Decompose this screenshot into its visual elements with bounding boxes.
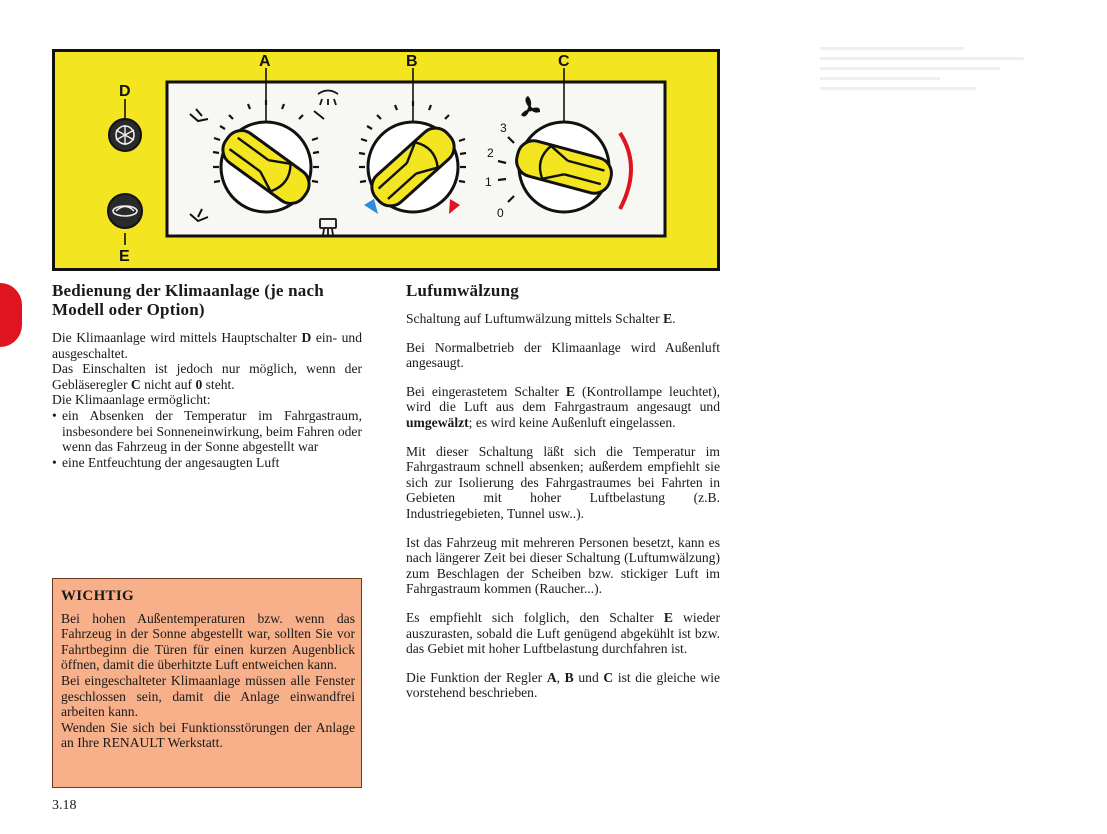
- label-c: C: [558, 53, 570, 70]
- switch-d-ac-button[interactable]: [109, 119, 141, 151]
- paragraph-enables: Die Klimaanlage ermöglicht:: [52, 392, 211, 408]
- page-side-tab: [0, 283, 22, 347]
- page-number: 3.18: [52, 798, 77, 813]
- paragraph-release-switch: Es empfiehlt sich folglich, den Schalter E wieder auszurasten, sobald die Luft genügend abgekühlt ist bzw. das Gebiet mit hoher Luftbelastung durchfahren ist.: [406, 609, 720, 657]
- climate-control-figure: [52, 49, 720, 271]
- paragraph-benefits: Mit dieser Schaltung läßt sich die Temperatur im Fahrgastraum schnell absenken; außerdem empfiehlt sie sich zur Isolierung des Fahrgastraumes bei Fahrten in Gebieten mit hoher Luftbelastung (z.B. Industriegebieten, Tunnel usw..).: [406, 443, 720, 521]
- list-item: • ein Absenken der Temperatur im Fahrgastraum, insbesondere bei Sonneneinwirkung, beim Fahren oder wenn das Fahrzeug in der Sonne abgestellt war: [52, 408, 362, 455]
- warning-box: [52, 578, 362, 788]
- section-heading-climate: Bedienung der Klimaanlage (je nach Modell oder Option): [52, 281, 324, 319]
- left-column: [52, 281, 362, 470]
- paragraph-controls-same: Die Funktion der Regler A, B und C ist die gleiche wie vorstehend beschrieben.: [406, 669, 721, 701]
- paragraph-switch-e: Schaltung auf Luftumwälzung mittels Schalter E.: [406, 311, 676, 326]
- right-column: [406, 281, 720, 714]
- list-item: • eine Entfeuchtung der angesaugten Luft: [52, 455, 362, 471]
- switch-e-recirculation-button[interactable]: [108, 194, 142, 228]
- fan-speed-3-label: 3: [500, 121, 507, 135]
- warning-paragraph-service: Wenden Sie sich bei Funktionsstörungen der Anlage an Ihre RENAULT Werkstatt.: [61, 719, 355, 751]
- feature-list: [52, 408, 362, 470]
- warning-paragraph-heat: Bei hohen Außentemperaturen bzw. wenn das Fahrzeug in der Sonne abgestellt war, sollten Sie vor Fahrtbeginn die Türen für einen kurzen Augenblick öffnen, damit die überhitzte Luft entweichen kann.: [61, 610, 355, 673]
- climate-control-diagram: [52, 49, 720, 271]
- bleed-through-shadow: [820, 40, 1060, 130]
- label-a: A: [259, 53, 271, 70]
- paragraph-fogging: Ist das Fahrzeug mit mehreren Personen besetzt, kann es nach längerer Zeit bei dieser Schaltung (Luftumwälzung) zum Beschlagen der Scheiben bzw. stickiger Luft im Fahrgastraum kommen (Raucher...).: [406, 534, 720, 597]
- warning-paragraph-windows: Bei eingeschalteter Klimaanlage müssen alle Fenster geschlossen sein, damit die Anlage einwandfrei arbeiten kann.: [61, 672, 355, 720]
- section-heading-recirculation: Lufumwälzung: [406, 281, 519, 300]
- fan-speed-1-label: 1: [485, 175, 492, 189]
- fan-speed-0-label: 0: [497, 206, 504, 220]
- paragraph-engaged-mode: Bei eingerastetem Schalter E (Kontrollampe leuchtet), wird die Luft aus dem Fahrgastraum angesaugt und umgewälzt; es wird keine Außenluft eingelassen.: [406, 383, 720, 430]
- paragraph-normal-mode: Bei Normalbetrieb der Klimaanlage wird Außenluft angesaugt.: [406, 339, 720, 371]
- paragraph-fan-condition: Das Einschalten ist jedoch nur möglich, wenn der Gebläseregler C nicht auf 0 steht.: [52, 361, 362, 392]
- fan-speed-2-label: 2: [487, 146, 494, 160]
- label-d: D: [119, 83, 131, 100]
- label-b: B: [406, 53, 418, 70]
- paragraph-main-switch: Die Klimaanlage wird mittels Hauptschalter D ein- und ausgeschaltet.: [52, 330, 362, 361]
- label-e: E: [119, 248, 130, 265]
- warning-title: WICHTIG: [61, 588, 134, 604]
